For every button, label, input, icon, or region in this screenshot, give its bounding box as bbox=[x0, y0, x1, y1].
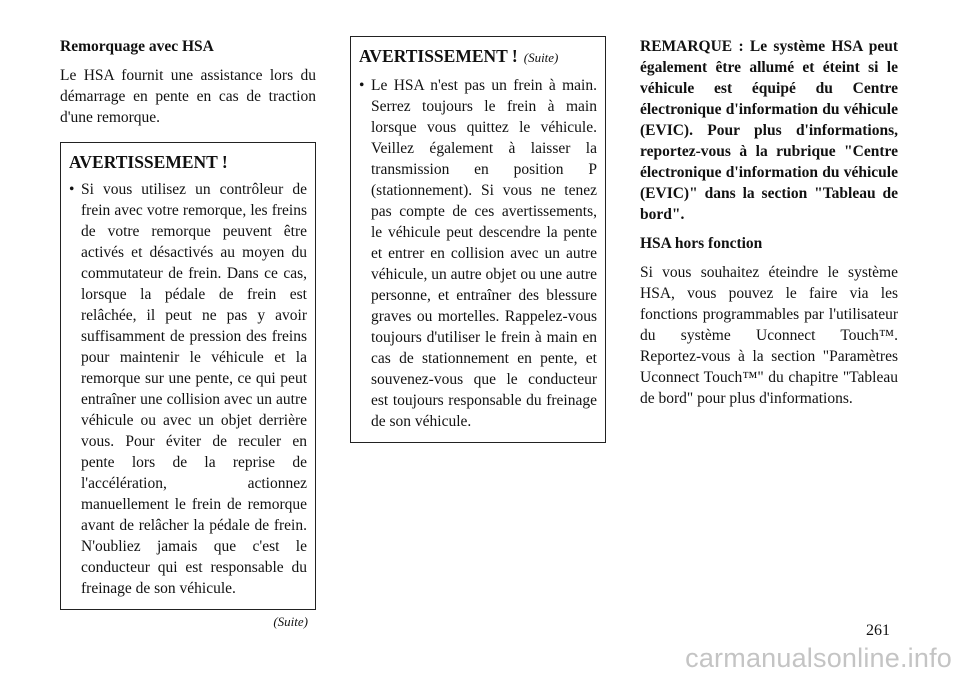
continued-label: (Suite) bbox=[523, 50, 559, 65]
page-number: 261 bbox=[866, 622, 890, 639]
section-heading: Remorquage avec HSA bbox=[60, 38, 214, 55]
intro-paragraph: Le HSA fournit une assistance lors du démarrage en pente en cas de traction d'une remorque. bbox=[60, 67, 316, 126]
middle-column bbox=[350, 36, 606, 443]
left-column bbox=[60, 36, 316, 630]
body-paragraph: Si vous souhaitez éteindre le système HSA, vous pouvez le faire via les fonctions programmables par l'utilisateur du système Uconnect Touch™. Reportez-vous à la section "Paramètres Uconnect Touch™" du chapitre "Tableau de bord" pour plus d'informations. bbox=[640, 264, 898, 407]
warning-box-continued bbox=[350, 36, 606, 443]
warning-bullet-text: Le HSA n'est pas un frein à main. Serrez toujours le frein à main lorsque vous quittez le véhicule. Veillez également à laisser la transmission en position P (stationnement). Si vous ne tenez pas compte de ces avertissements, le véhicule peut descendre la pente et entrer en collision avec un autre véhicule, un autre objet ou une autre personne, et entraîner des blessure graves ou mortelles. Rappelez-vous toujours d'utiliser le frein à main en cas de stationnement en pente, et souvenez-vous que le conducteur est toujours responsable du freinage de son véhicule. bbox=[371, 77, 597, 430]
warning-title-text: AVERTISSEMENT ! bbox=[359, 46, 518, 66]
continued-note: (Suite) bbox=[273, 614, 308, 629]
warning-title: AVERTISSEMENT ! bbox=[69, 152, 228, 172]
section-heading: HSA hors fonction bbox=[640, 235, 763, 252]
warning-bullet-item bbox=[69, 179, 307, 599]
warning-bullet-item bbox=[359, 75, 597, 432]
warning-bullet-text: Si vous utilisez un contrôleur de frein avec votre remorque, les freins de votre remorque peuvent être activés et désactivés au moyen du commutateur de frein. Dans ce cas, lorsque la pédale de frein est relâchée, il peut ne pas y avoir suffisamment de pression des freins pour maintenir le véhicule et la remorque sur une pente, ce qui peut entraîner une collision avec un autre véhicule ou avec un objet derrière vous. Pour éviter de reculer en pente lors de la reprise de l'accélération, actionnez manuellement le frein de remorque avant de relâcher la pédale de frein. N'oubliez jamais que c'est le conducteur qui est responsable du freinage de son véhicule. bbox=[81, 181, 307, 597]
right-column bbox=[640, 36, 898, 409]
remark-note: REMARQUE : Le système HSA peut également être allumé et éteint si le véhicule est équipé du Centre électronique d'information du véhicule (EVIC). Pour plus d'informations, reportez-vous à la rubrique "Centre électronique d'information du véhicule (EVIC)" dans la section "Tableau de bord". bbox=[640, 38, 898, 223]
watermark: carmanualsonline.info bbox=[685, 643, 952, 673]
warning-box bbox=[60, 142, 316, 610]
bullet-icon: • bbox=[359, 77, 365, 94]
bullet-icon: • bbox=[69, 181, 75, 198]
warning-title bbox=[359, 45, 597, 69]
